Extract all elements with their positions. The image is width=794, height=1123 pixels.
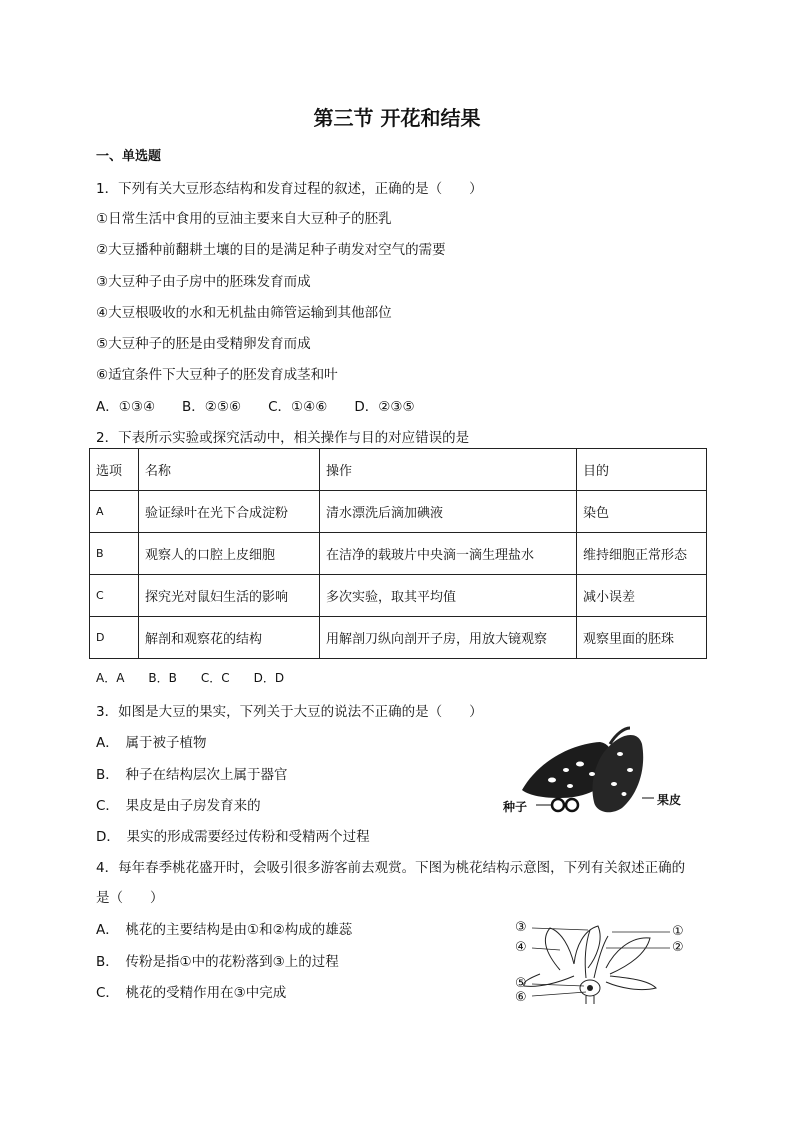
table-cell: 清水漂洗后滴加碘液 [320,491,577,533]
seed-label: 种子 [503,800,528,814]
q3-option: B． 种子在结构层次上属于器官 [96,767,288,783]
table-cell: 验证绿叶在光下合成淀粉 [139,491,320,533]
table-header: 操作 [320,449,577,491]
q4-option: C． 桃花的受精作用在③中完成 [96,985,287,1001]
q4-option: A． 桃花的主要结构是由①和②构成的雄蕊 [96,922,353,938]
table-row [90,491,707,533]
table-header-row [90,449,707,491]
section-heading: 一、单选题 [96,149,162,164]
table-cell: 多次实验，取其平均值 [320,575,577,617]
q1-item: ②大豆播种前翻耕土壤的目的是满足种子萌发对空气的需要 [96,242,446,258]
table-row [90,533,707,575]
q1-stem: 1．下列有关大豆形态结构和发育过程的叙述，正确的是（ ） [96,181,483,197]
page-title: 第三节 开花和结果 [313,106,481,130]
q4-option: B． 传粉是指①中的花粉落到③上的过程 [96,954,339,970]
experiment-table [89,448,707,659]
table-cell: D [90,617,139,659]
flower-label: ③ [515,920,527,935]
table-cell: 用解剖刀纵向剖开子房，用放大镜观察 [320,617,577,659]
q3-stem: 3．如图是大豆的果实，下列关于大豆的说法不正确的是（ ） [96,704,483,720]
q4-stem-line1: 4．每年春季桃花盛开时，会吸引很多游客前去观赏。下图为桃花结构示意图，下列有关叙述正确的 [96,860,686,876]
q3-option: C． 果皮是由子房发育来的 [96,798,261,814]
q2-stem: 2．下表所示实验或探究活动中，相关操作与目的对应错误的是 [96,430,470,446]
flower-label: ⑤ [515,976,527,991]
q1-item: ④大豆根吸收的水和无机盐由筛管运输到其他部位 [96,305,392,321]
flower-label: ⑥ [515,990,527,1005]
table-cell: 在洁净的载玻片中央滴一滴生理盐水 [320,533,577,575]
q3-option: D． 果实的形成需要经过传粉和受精两个过程 [96,829,370,845]
table-cell: 观察人的口腔上皮细胞 [139,533,320,575]
q1-item: ③大豆种子由子房中的胚珠发育而成 [96,274,311,290]
table-header: 名称 [139,449,320,491]
table-row [90,617,707,659]
table-cell: C [90,575,139,617]
table-cell: 观察里面的胚珠 [577,617,707,659]
pericarp-label: 果皮 [657,793,682,807]
flower-label: ② [672,940,684,955]
flower-label: ① [672,924,684,939]
q1-item: ⑤大豆种子的胚是由受精卵发育而成 [96,336,311,352]
q1-item: ①日常生活中食用的豆油主要来自大豆种子的胚乳 [96,211,392,227]
table-cell: 探究光对鼠妇生活的影响 [139,575,320,617]
table-header: 选项 [90,449,139,491]
seed-icon [552,799,564,811]
q4-stem-line2: 是（ ） [96,890,164,906]
table-cell: A [90,491,139,533]
table-cell: B [90,533,139,575]
table-cell: 染色 [577,491,707,533]
flower-label: ④ [515,940,527,955]
table-cell: 解剖和观察花的结构 [139,617,320,659]
q1-item: ⑥适宜条件下大豆种子的胚发育成茎和叶 [96,367,338,383]
table-header: 目的 [577,449,707,491]
table-cell: 减小误差 [577,575,707,617]
table-row [90,575,707,617]
q3-option: A． 属于被子植物 [96,735,207,751]
q2-options: A．A B．B C．C D．D [96,671,285,685]
table-cell: 维持细胞正常形态 [577,533,707,575]
seed-icon [566,799,578,811]
q1-options: A．①③④ B．②⑤⑥ C．①④⑥ D．②③⑤ [96,399,415,415]
